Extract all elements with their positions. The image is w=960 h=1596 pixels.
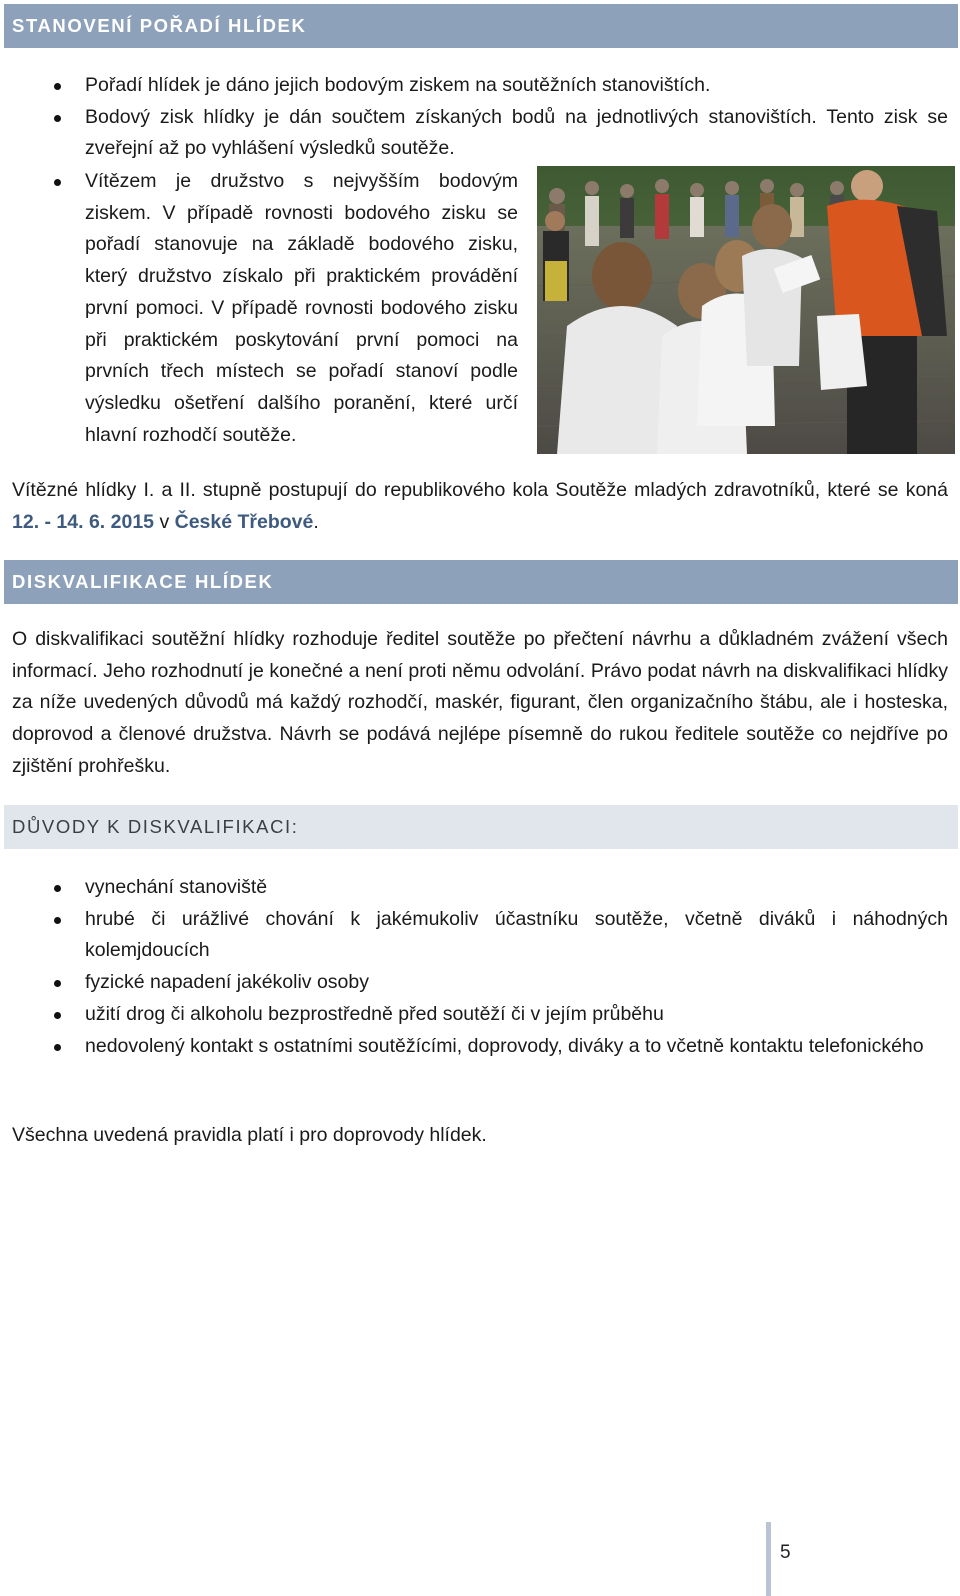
bullet-icon	[54, 885, 61, 892]
list-item: fyzické napadení jakékoliv osoby	[12, 967, 948, 999]
list-item: Pořadí hlídek je dáno jejich bodovým ziskem na soutěžních stanovištích.	[12, 70, 948, 102]
ranking-list	[12, 70, 948, 165]
bullet-icon	[54, 1044, 61, 1051]
list-item: hrubé či urážlivé chování k jakémukoliv účastníku soutěže, včetně diváků i náhodných kolemjdoucích	[12, 904, 948, 967]
award-ceremony-photo	[537, 166, 955, 454]
winners-paragraph: Vítězné hlídky I. a II. stupně postupují do republikového kola Soutěže mladých zdravotníků, které se koná 12. - 14. 6. 2015 v České Třebové.	[12, 479, 948, 533]
section-heading-text: DŮVODY K DISKVALIFIKACI:	[12, 816, 299, 837]
disqualification-paragraph: O diskvalifikaci soutěžní hlídky rozhoduje ředitel soutěže po přečtení návrhu a důkladném zvážení všech informací. Jeho rozhodnutí je konečné a není proti němu odvolání. Právo podat návrh na diskvalifikaci hlídky za níže uvedených důvodů má každý rozhodčí, maskér, figurant, člen organizačního štábu, ale i hosteska, doprovod a členové družstva. Návrh se podává nejlépe písemně do rukou ředitele soutěže co nejdříve po zjištění prohřešku.	[12, 628, 948, 777]
bullet-icon	[54, 83, 61, 90]
bullet-icon	[54, 179, 61, 186]
section-heading-ranking	[4, 4, 958, 48]
list-item: vynechání stanoviště	[12, 872, 948, 904]
ranking-list-continued	[12, 166, 518, 451]
section-heading-reasons	[4, 805, 958, 849]
section-heading-text: DISKVALIFIKACE HLÍDEK	[12, 571, 274, 592]
competition-place: České Třebové	[174, 510, 314, 533]
bullet-icon	[54, 980, 61, 987]
list-item: Bodový zisk hlídky je dán součtem získaných bodů na jednotlivých stanovištích. Tento zisk se zveřejní až po vyhlášení výsledků soutěže.	[12, 102, 948, 165]
reasons-list	[12, 872, 948, 1062]
page-number-rule	[766, 1522, 771, 1596]
list-item: užití drog či alkoholu bezprostředně před soutěží či v jejím průběhu	[12, 999, 948, 1031]
section-heading-text: STANOVENÍ POŘADÍ HLÍDEK	[12, 15, 307, 36]
competition-date: 12. - 14. 6. 2015	[12, 510, 155, 533]
list-item: nedovolený kontakt s ostatními soutěžícími, doprovody, diváky a to včetně kontaktu telefonického	[12, 1031, 948, 1063]
bullet-icon	[54, 1012, 61, 1019]
footer-note: Všechna uvedená pravidla platí i pro doprovody hlídek.	[12, 1124, 487, 1146]
bullet-icon	[54, 917, 61, 924]
bullet-icon	[54, 115, 61, 122]
page-number: 5	[780, 1542, 791, 1563]
list-item: Vítězem je družstvo s nejvyšším bodovým ziskem. V případě rovnosti bodového zisku se pořadí stanovuje na základě bodového zisku, který družstvo získalo při praktickém provádění první pomoci. V případě rovnosti bodového zisku při praktickém poskytování první pomoci na prvních třech místech se pořadí stanoví podle výsledku ošetření dalšího poranění, které určí hlavní rozhodčí soutěže.	[12, 166, 518, 451]
section-heading-disqualification	[4, 560, 958, 604]
